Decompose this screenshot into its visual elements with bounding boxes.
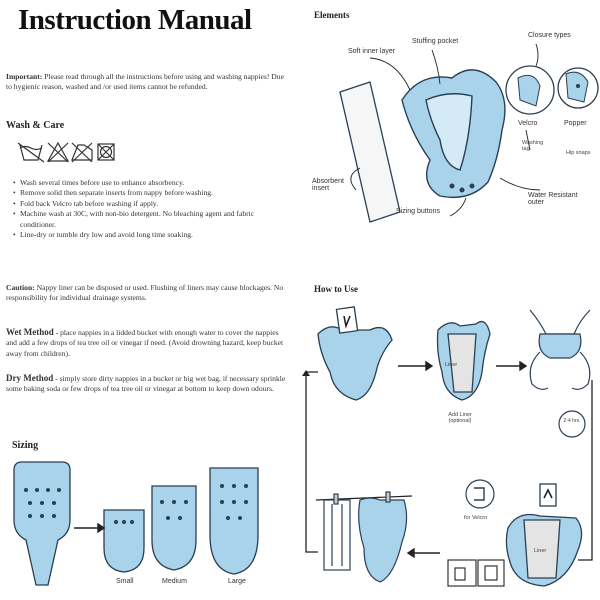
caution-text: Nappy liner can be disposed or used. Flushing of liners may cause blockages. No responsibility for individual drainage systems.	[6, 283, 284, 303]
sizing-heading: Sizing	[12, 440, 39, 451]
wash-care-heading: Wash & Care	[6, 120, 65, 131]
label-hip-snaps: Hip snaps	[566, 150, 591, 156]
label-absorbent-insert: Absorbent insert	[312, 178, 344, 192]
label-closure-types: Closure types	[528, 32, 571, 39]
important-label: Important:	[6, 72, 43, 81]
step-add-liner	[438, 322, 491, 400]
dispose-icons	[448, 560, 504, 586]
important-text: Please read through all the instructions before using and washing nappies! Due to hygienic reason, washed and /or used items cannot be refunded.	[6, 72, 284, 92]
hours-label: 2-4 hrs.	[563, 418, 581, 424]
clock-icon	[559, 411, 585, 437]
label-stuffing-pocket: Stuffing pocket	[412, 38, 459, 45]
list-item: • Fold back Velcro tab before washing if apply.	[20, 199, 292, 209]
step-line-dry	[316, 492, 412, 582]
list-item: • Machine wash at 30C, with non-bio detergent. No bleaching agent and fabric conditioner.	[20, 209, 292, 230]
liner-label-step4: Liner	[534, 548, 547, 554]
label-soft-inner-layer: Soft inner layer	[348, 48, 396, 55]
step-baby-wearing	[530, 310, 590, 389]
step-remove-liner	[506, 484, 581, 586]
list-item: • Wash several times before use to enhance absorbency.	[20, 178, 292, 188]
list-item: • Remove solid then separate inserts from nappy before washing.	[20, 188, 292, 198]
add-liner-caption: Add Liner (optional)	[448, 412, 472, 424]
dry-method-label: Dry Method	[6, 373, 54, 383]
label-sizing-buttons: Sizing buttons	[396, 208, 440, 215]
label-velcro: Velcro	[518, 120, 538, 127]
how-to-use-heading: How to Use	[314, 284, 358, 294]
wet-method-label: Wet Method	[6, 327, 54, 337]
label-popper: Popper	[564, 120, 587, 127]
wet-method-text: - place nappies in a lidded bucket with enough water to cover the nappies and add a few drops of tea tree oil or vinegar if need. (Avoid drowning hazard, keep bucket away from children).	[6, 328, 284, 358]
list-item: • Line-dry or tumble dry low and avoid long time soaking.	[20, 230, 292, 240]
liner-label-step2: Liner	[445, 362, 458, 368]
caution-label: Caution:	[6, 283, 35, 292]
elements-heading: Elements	[314, 10, 350, 20]
size-medium-label: Medium	[162, 578, 187, 585]
size-large-label: Large	[228, 578, 246, 585]
velcro-fold-icon	[466, 480, 494, 508]
label-water-resistant-outer: Water Resistant outer	[528, 192, 578, 206]
for-velcro-label: for Velcro	[464, 515, 488, 521]
size-small-label: Small	[116, 578, 134, 585]
dry-method-text: - simply store dirty nappies in a bucket or big wet bag, if necessary sprinkle some baking soda or few drops of tea tree oil or vinegar at bottom to keep down odours.	[6, 374, 286, 394]
step-stuff-insert	[318, 307, 392, 400]
label-washing-tag: Washing tag	[522, 140, 544, 152]
page-title: Instruction Manual	[18, 4, 252, 36]
